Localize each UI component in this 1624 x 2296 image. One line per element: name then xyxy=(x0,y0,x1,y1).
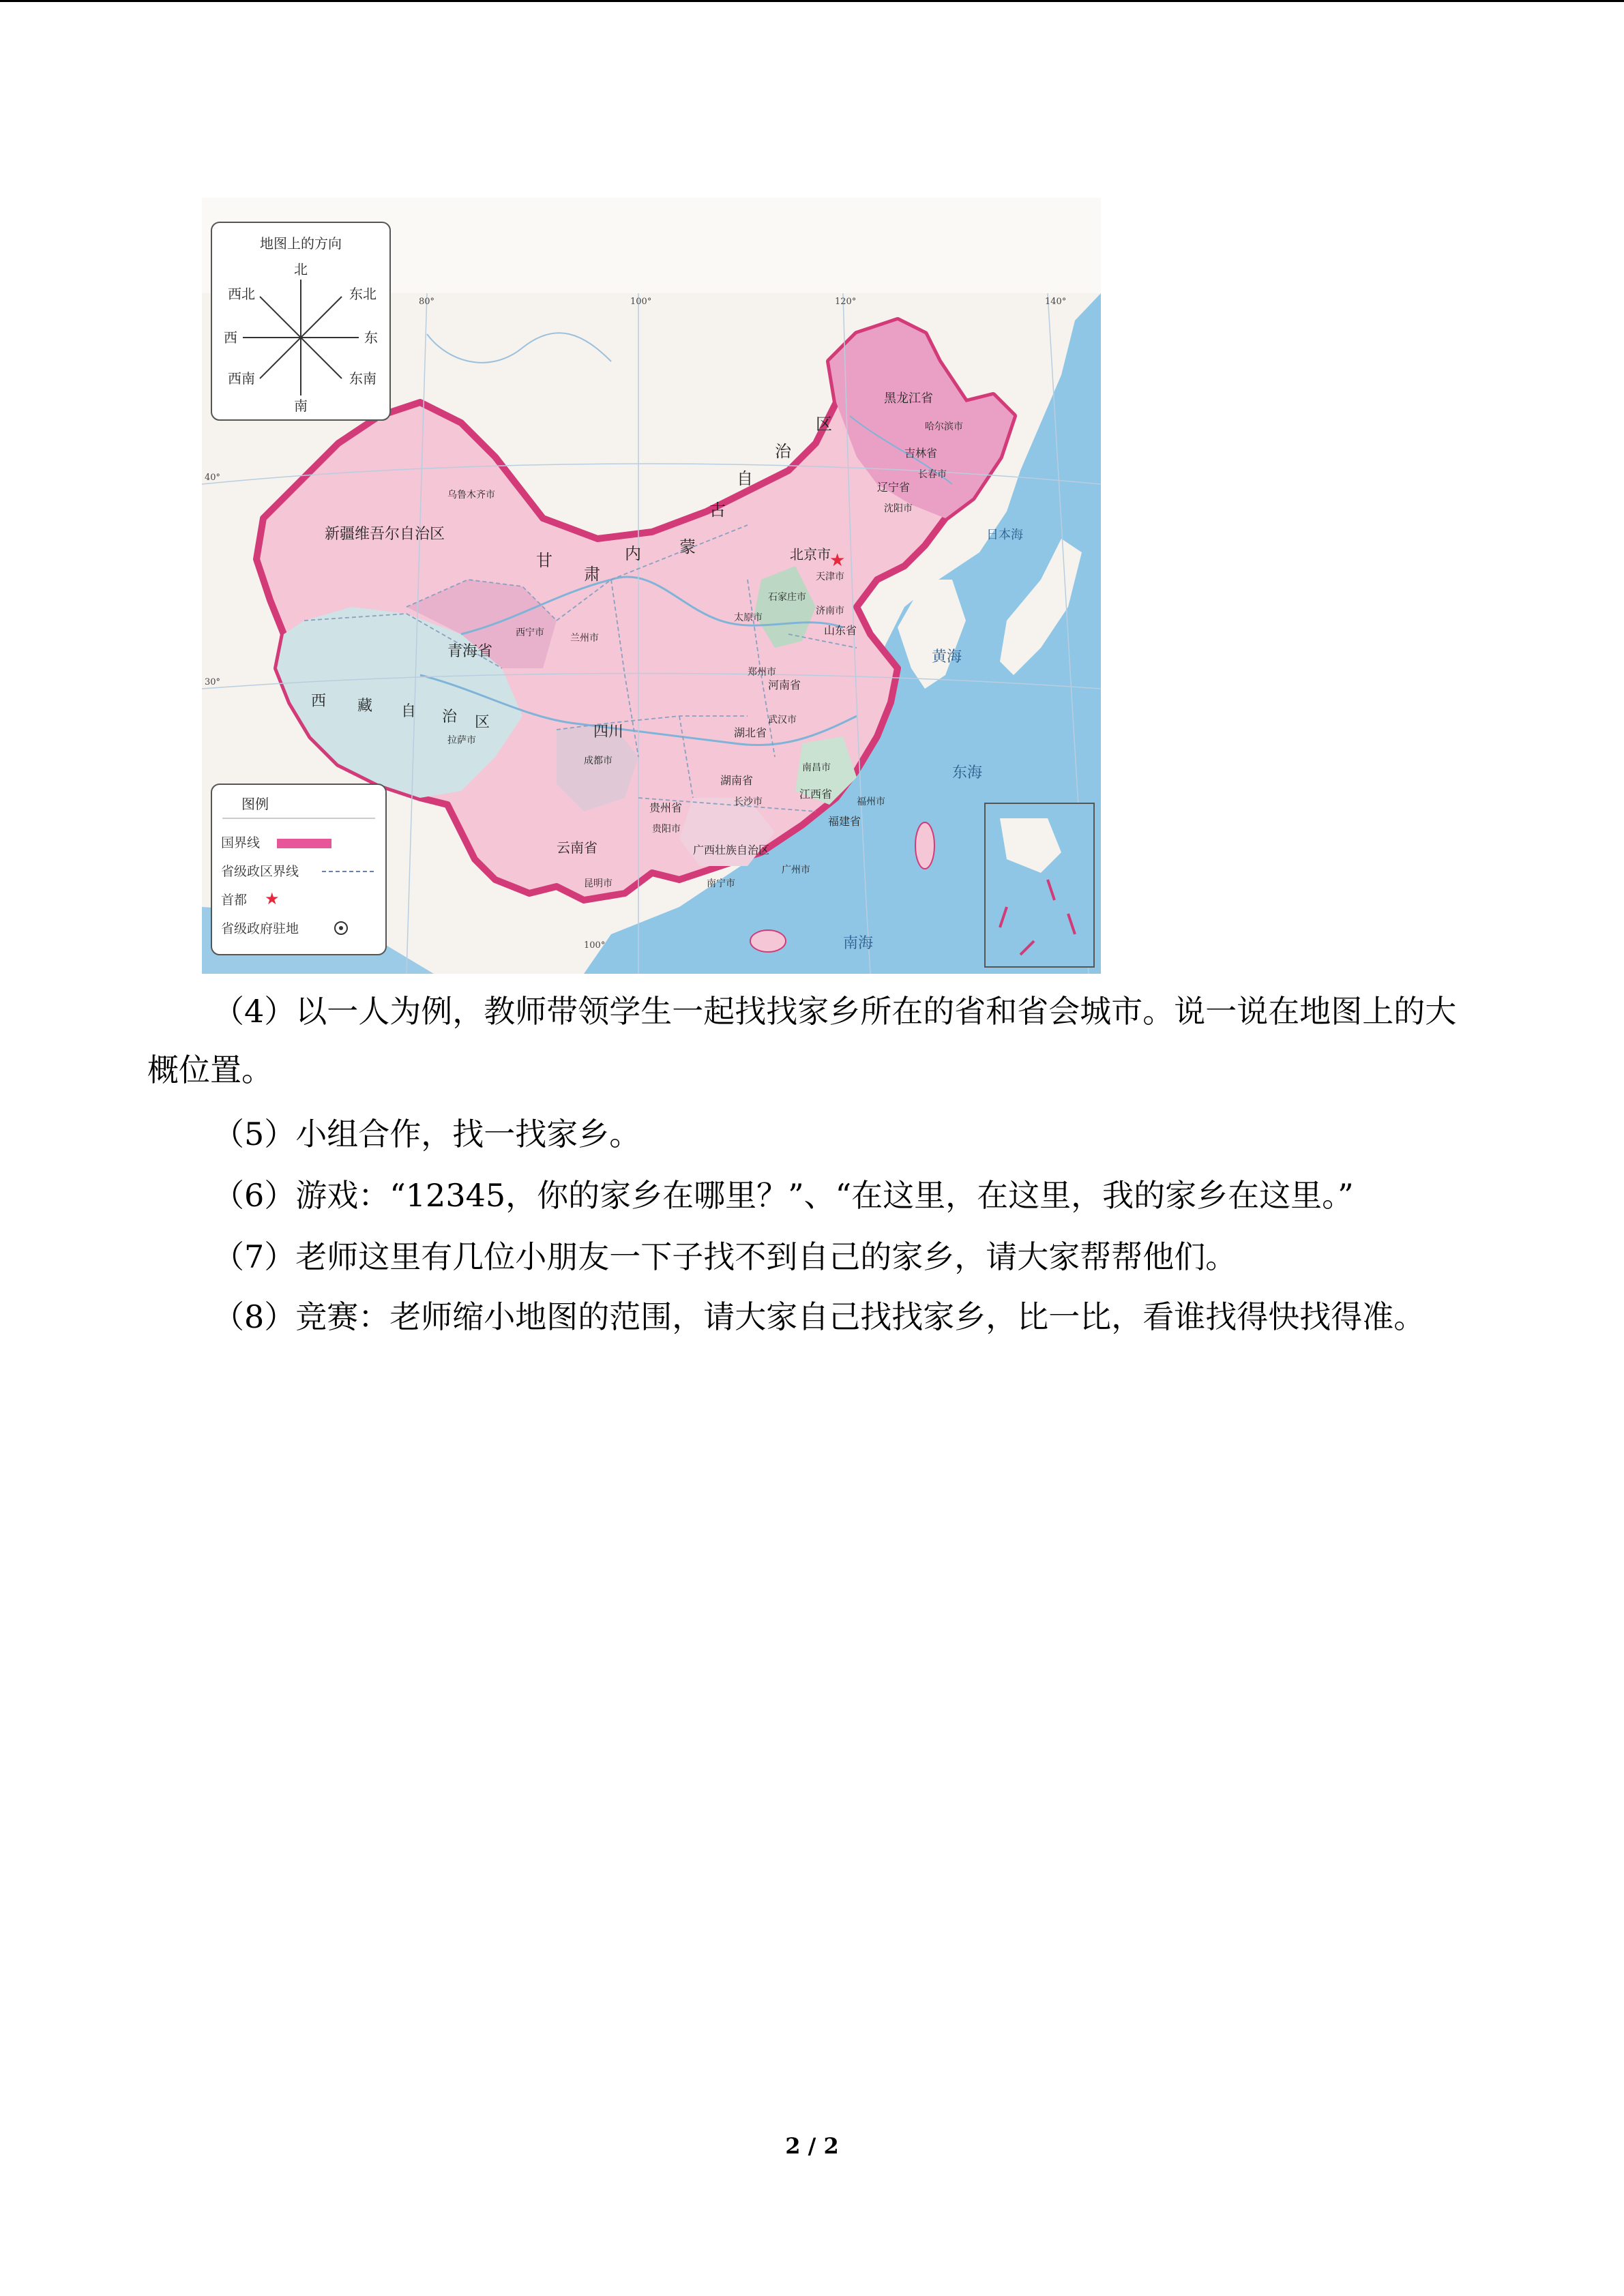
label-guizhou: 贵州省 xyxy=(649,801,683,814)
paragraph-step-6: （6）游戏：“12345，你的家乡在哪里？”、“在这里，在这里，我的家乡在这里。” xyxy=(213,1177,1354,1214)
hainan-island xyxy=(750,930,786,952)
label-xizang-1: 西 xyxy=(311,693,327,710)
label-kunming: 昆明市 xyxy=(584,878,612,889)
tick-80: 80° xyxy=(419,297,435,307)
label-haerbin: 哈尔滨市 xyxy=(925,421,963,432)
legend-label-province-border: 省级政区界线 xyxy=(221,864,299,879)
label-neimenggu-1: 内 xyxy=(625,544,641,563)
label-shijiazhuang: 石家庄市 xyxy=(768,592,806,603)
label-sichuan: 四川 xyxy=(593,724,624,741)
label-jiangxi: 江西省 xyxy=(799,788,833,801)
compass-northeast: 东北 xyxy=(349,286,377,302)
legend-title: 图例 xyxy=(241,796,269,812)
label-jinan: 济南市 xyxy=(816,606,844,616)
label-guangzhou: 广州市 xyxy=(782,865,810,876)
label-huanghai: 黄海 xyxy=(932,648,962,666)
label-neimenggu-6: 区 xyxy=(816,415,832,434)
label-xinjiang: 新疆维吾尔自治区 xyxy=(325,526,445,543)
tick-40: 40° xyxy=(205,473,221,483)
label-shenyang: 沈阳市 xyxy=(884,503,913,514)
label-urumqi: 乌鲁木齐市 xyxy=(447,490,495,501)
label-xizang-3: 自 xyxy=(401,703,417,720)
legend-label-provincial-seat: 省级政府驻地 xyxy=(221,921,299,936)
compass-northwest: 西北 xyxy=(228,286,255,302)
label-heilongjiang: 黑龙江省 xyxy=(884,391,933,406)
label-qinghai: 青海省 xyxy=(447,643,493,660)
compass-arrows xyxy=(243,280,359,396)
label-neimenggu-4: 自 xyxy=(737,469,753,488)
label-donghai: 东海 xyxy=(952,764,983,781)
label-yunnan: 云南省 xyxy=(557,839,597,856)
legend-star-icon: ★ xyxy=(265,889,280,908)
paragraph-step-8: （8）竞赛：老师缩小地图的范围，请大家自己找找家乡，比一比，看谁找得快找得准。 xyxy=(213,1298,1426,1335)
map-legend xyxy=(211,784,386,955)
top-border-line xyxy=(0,0,1624,2)
legend-swatch-national-border xyxy=(277,839,331,848)
paragraph-step-7: （7）老师这里有几位小朋友一下子找不到自己的家乡，请大家帮帮他们。 xyxy=(213,1238,1237,1275)
compass-south: 南 xyxy=(294,398,308,414)
compass-southwest: 西南 xyxy=(228,370,255,387)
label-zhengzhou: 郑州市 xyxy=(748,667,776,678)
compass-southeast: 东南 xyxy=(349,370,377,387)
label-tianjin: 天津市 xyxy=(816,571,844,582)
label-changchun: 长春市 xyxy=(918,469,947,480)
label-nanning: 南宁市 xyxy=(707,878,735,889)
label-liaoning: 辽宁省 xyxy=(877,481,911,494)
compass-west: 西 xyxy=(224,329,237,346)
label-changsha: 长沙市 xyxy=(734,796,763,807)
page-indicator: 2 / 2 xyxy=(785,2133,839,2159)
beijing-star-icon: ★ xyxy=(829,550,846,571)
label-jilin: 吉林省 xyxy=(904,447,938,460)
tick-140: 140° xyxy=(1045,297,1067,307)
label-xining: 西宁市 xyxy=(516,627,544,638)
label-gansu-1: 甘 xyxy=(536,551,552,570)
legend-label-national-border: 国界线 xyxy=(221,835,261,850)
label-neimenggu-2: 蒙 xyxy=(679,537,696,556)
paragraph-step-5: （5）小组合作，找一找家乡。 xyxy=(213,1116,641,1152)
label-fujian: 福建省 xyxy=(828,815,861,828)
label-xizang-2: 藏 xyxy=(357,698,373,715)
label-chengdu: 成都市 xyxy=(584,756,612,766)
label-taiyuan: 太原市 xyxy=(734,612,763,623)
paragraph-step-4: （4）以一人为例，教师带领学生一起找找家乡所在的省和省会城市。说一说在地图上的大概位置。 xyxy=(147,993,1457,1088)
label-guiyang: 贵阳市 xyxy=(652,824,681,835)
compass-title: 地图上的方向 xyxy=(260,235,342,252)
label-neimenggu-5: 治 xyxy=(775,442,791,461)
label-lhasa: 拉萨市 xyxy=(447,735,476,746)
label-lanzhou: 兰州市 xyxy=(570,633,599,644)
label-shandong: 山东省 xyxy=(824,624,857,637)
compass-north: 北 xyxy=(294,261,308,278)
label-neimenggu-3: 古 xyxy=(709,501,726,520)
label-ribenhai: 日本海 xyxy=(986,528,1023,542)
china-map xyxy=(202,198,1101,974)
label-fuzhou: 福州市 xyxy=(857,796,885,807)
label-nanhai: 南海 xyxy=(843,935,874,952)
label-gansu-2: 肃 xyxy=(584,565,600,584)
label-nanchang: 南昌市 xyxy=(802,762,831,773)
tick-bottom-100: 100° xyxy=(584,940,606,951)
legend-label-capital: 首都 xyxy=(221,893,248,908)
china-map-figure xyxy=(202,198,1101,974)
label-guangxi: 广西壮族自治区 xyxy=(693,844,770,856)
label-beijing: 北京市 xyxy=(790,546,831,563)
label-henan: 河南省 xyxy=(768,679,801,691)
compass-rose-box xyxy=(211,222,390,420)
taiwan-island xyxy=(915,822,934,869)
south-china-sea-inset xyxy=(985,803,1094,967)
tick-120: 120° xyxy=(835,297,857,307)
tick-100: 100° xyxy=(630,297,652,307)
label-xizang-5: 区 xyxy=(475,714,490,731)
tick-30: 30° xyxy=(205,677,221,687)
label-hubei: 湖北省 xyxy=(734,726,767,739)
label-xizang-4: 治 xyxy=(442,709,458,726)
compass-east: 东 xyxy=(364,329,378,346)
label-wuhan: 武汉市 xyxy=(768,715,797,726)
label-hunan: 湖南省 xyxy=(720,774,754,787)
